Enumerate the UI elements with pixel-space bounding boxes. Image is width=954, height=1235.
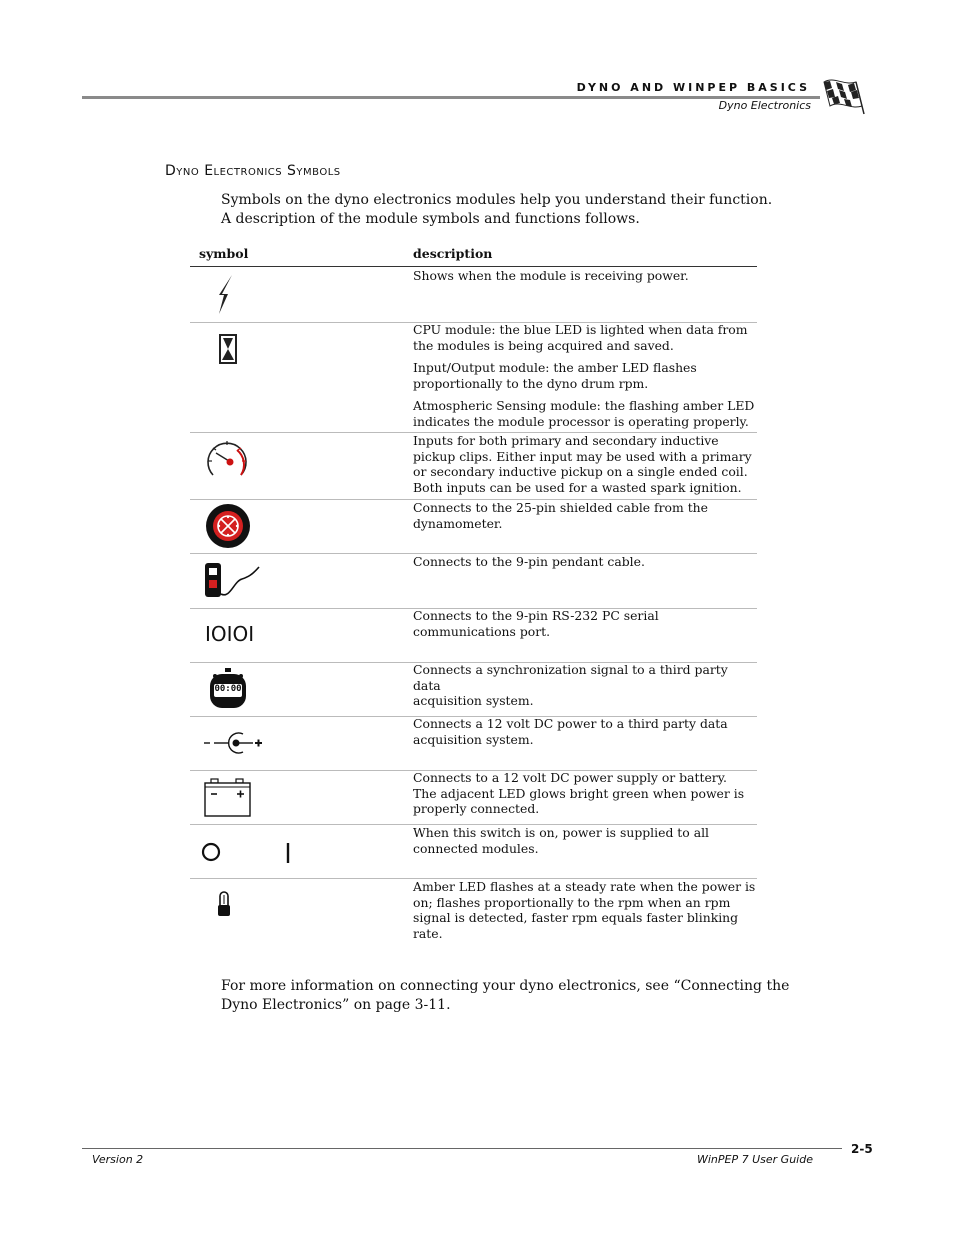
footer-version: Version 2 <box>92 1153 144 1166</box>
power-bolt-icon <box>214 274 238 316</box>
row-text: CPU module: the blue LED is lighted when data from <box>413 322 748 337</box>
row-text: Connects a synchronization signal to a third party data <box>413 662 728 693</box>
row-text: Both inputs can be used for a wasted spark ignition. <box>413 479 742 495</box>
footer-guide-title: WinPEP 7 User Guide <box>697 1153 813 1166</box>
tachometer-icon <box>204 437 250 483</box>
outro-line-1: For more information on connecting your dyno electronics, see “Connecting the <box>221 978 790 994</box>
footer-rule <box>82 1148 842 1149</box>
table-row <box>413 608 758 639</box>
row-text: Connects a 12 volt DC power to a third party data <box>413 716 728 731</box>
chapter-title: DYNO AND WINPEP BASICS <box>576 81 810 94</box>
row-text: Connects to the 9-pin RS-232 PC serial <box>413 608 659 623</box>
table-header-rule <box>190 266 757 267</box>
row-text: on; flashes proportionally to the rpm when an rpm <box>413 894 731 910</box>
checkered-flag-icon <box>820 76 866 116</box>
table-row <box>413 554 758 570</box>
table-row <box>413 500 758 531</box>
row-text: The adjacent LED glows bright green when power is <box>413 785 745 801</box>
row-text: acquisition system. <box>413 693 534 708</box>
drum-connector-icon <box>205 503 251 549</box>
row-text: proportionally to the dyno drum rpm. <box>413 375 649 391</box>
on-off-switch-icon <box>201 842 295 864</box>
battery-icon <box>204 778 252 818</box>
hourglass-icon <box>219 334 237 364</box>
row-text: indicates the module processor is operating properly. <box>413 413 749 429</box>
row-text: rate. <box>413 925 443 941</box>
row-text: the modules is being acquired and saved. <box>413 337 674 353</box>
row-text: acquisition system. <box>413 731 534 747</box>
section-title: Dyno Electronics Symbols <box>165 163 341 179</box>
row-text: pickup clips. Either input may be used with a primary <box>413 448 752 464</box>
row-text: properly connected. <box>413 801 540 816</box>
pendant-icon <box>204 561 262 601</box>
stopwatch-display: 00:00 <box>214 684 242 694</box>
led-bulb-icon <box>217 890 231 918</box>
header-rule <box>82 96 820 99</box>
row-text: Connects to a 12 volt DC power supply or battery. <box>413 770 727 785</box>
intro-line-1: Symbols on the dyno electronics modules help you understand their function. <box>221 192 773 208</box>
intro-line-2: A description of the module symbols and functions follows. <box>221 211 640 227</box>
row-text: communications port. <box>413 623 551 639</box>
row-text: When this switch is on, power is supplied to all <box>413 825 710 840</box>
outro-line-2: Dyno Electronics” on page 3-11. <box>221 997 451 1013</box>
row-text: or secondary inductive pickup on a single ended coil. <box>413 464 748 479</box>
section-name: Dyno Electronics <box>718 99 811 112</box>
table-row <box>413 879 758 941</box>
row-text: Atmospheric Sensing module: the flashing amber LED <box>413 398 755 413</box>
dc-power-jack-icon <box>203 730 265 754</box>
table-row <box>413 662 758 709</box>
row-text: Shows when the module is receiving power. <box>413 268 689 283</box>
row-text: Input/Output module: the amber LED flashes <box>413 360 697 375</box>
table-row <box>413 770 758 817</box>
table-row <box>413 716 758 747</box>
row-text: Amber LED flashes at a steady rate when the power is <box>413 879 756 894</box>
row-text: dynamometer. <box>413 515 503 531</box>
row-text: signal is detected, faster rpm equals faster blinking <box>413 910 739 925</box>
table-row <box>413 433 758 495</box>
page-number: 2-5 <box>851 1142 873 1156</box>
column-header-symbol: symbol <box>199 246 249 261</box>
table-row <box>413 825 758 856</box>
row-text: connected modules. <box>413 840 539 856</box>
serial-port-icon: IOIOI <box>205 622 255 646</box>
row-text: Connects to the 25-pin shielded cable from the <box>413 500 708 515</box>
row-text: Inputs for both primary and secondary inductive <box>413 433 719 448</box>
column-header-description: description <box>413 246 493 261</box>
table-row <box>413 268 758 284</box>
row-text: Connects to the 9-pin pendant cable. <box>413 554 645 569</box>
table-row <box>413 322 758 429</box>
